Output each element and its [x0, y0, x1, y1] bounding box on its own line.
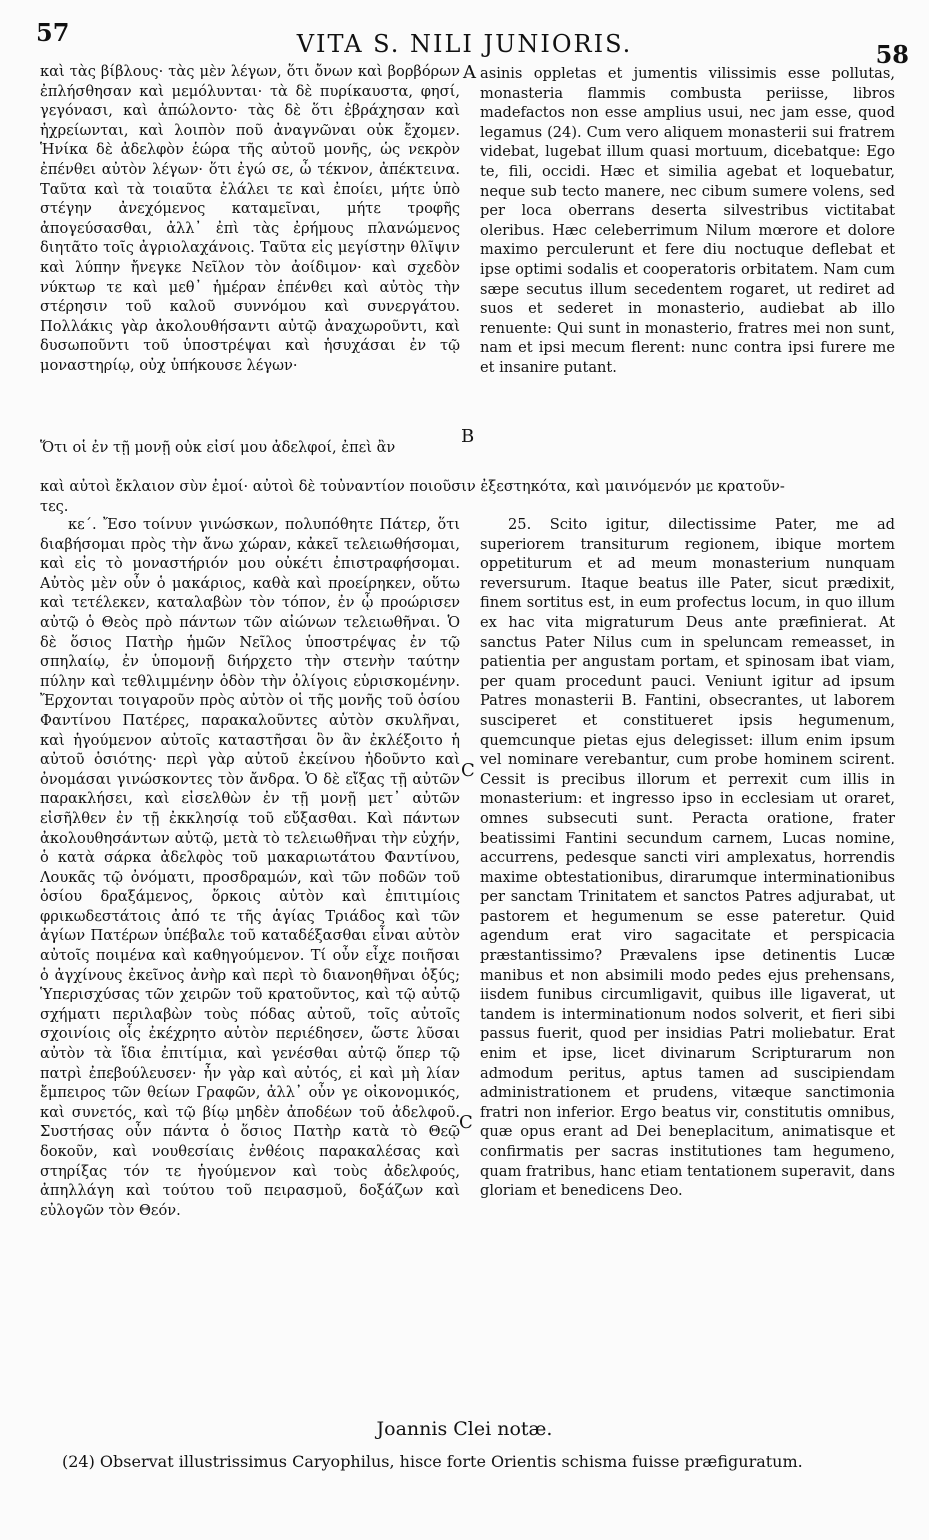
- latin-column-bottom: [480, 515, 895, 1395]
- running-title: VITA S. NILI JUNIORIS.: [296, 30, 633, 58]
- greek-line-end: τες.: [40, 497, 69, 515]
- latin-paragraph-2: 25. Scito igitur, dilectissime Pater, me ad superiorem transiturum regionem, ibique mortem oppetiturum et ad meum monasterium nunquam reversurum. Itaque beatus ille Pater, sicut prædixit, finem sortitus est, in eum profectus locum, in quo illum ex hac vita migraturum Deus ante præfinierat. At sanctus Pater Nilus cum in speluncam remeasset, in patientia per angustam portam, et spinosam ibat viam, per quam procedunt pauci. Veniunt igitur ad ipsum Patres monasterii B. Fantini, obsecrantes, ut laborem susciperet et constitueret ipsis hegumenum, quemcunque pietas ejus delegisset: illum enim ipsum vel nominare verebantur, cum probe hominem scirent. Cessit is precibus illorum et perrexit cum illis in monasterium: et ingresso ipso in ecclesiam ut oraret, omnes subsecuti sunt. Peracta oratione, frater beatissimi Fantini secundum carnem, Lucas nomine, accurrens, pedesque sancti viri amplexatus, horrendis maxime obtestationibus, dirarumque interminationibus per sanctam Trinitatem et sanctos Patres adjurabat, ut pastorem et hegumenum se esse pateretur. Quid agendum erat viro sagacitate et perspicacia præstantissimo? Prævalens ipse detinentis Lucæ manibus et non absimili modo pedes ejus prehensans, iisdem funibus circumligavit, quibus ille ligaverat, ut tandem is interminationum nodos solverit, et fieri sibi passus fuerit, quod per insidias Patri moliebatur. Erat enim et ipse, licet divinarum Scripturarum non admodum peritus, aptus tamen ad suscipiendam administrationem et prudens, vitæque sanctimonia fratri non inferior. Ergo beatus vir, constitutis omnibus, quæ opus erant ad Dei beneplacitum, animatisque et confirmatis per sacras institutiones tam hegumeno, quam fratribus, hanc etiam tentationem superavit, dans gloriam et benedicens Deo.: [480, 516, 895, 1200]
- page-number-left: 57: [36, 18, 70, 47]
- spanning-line: [40, 477, 895, 515]
- greek-column-bottom: [40, 515, 460, 1395]
- greek-line-a: Ὅτι οἱ ἐν τῇ μονῇ οὐκ εἰσί μου ἀδελφοί, ἐπεὶ ἂν: [40, 439, 396, 456]
- greek-column-top: [40, 62, 460, 458]
- greek-paragraph-2: κε΄. Ἔσο τοίνυν γινώσκων, πολυπόθητε Πάτερ, ὅτι διαβήσομαι πρὸς τὴν ἄνω χώραν, κἀκεῖ τελειωθήσομαι, καὶ εἰς τὸ μοναστήριόν μου οὐκέτι ἐπιστραφήσομαι. Αὐτὸς μὲν οὖν ὁ μακάριος, καθὰ καὶ προείρηκεν, οὕτω καὶ τετέλεκεν, καταλαβὼν τὸν τόπον, ἐν ᾧ προώρισεν αὐτῷ ὁ Θεὸς πρὸ πάντων τῶν αἰώνων τελειωθῆναι. Ὁ δὲ ὅσιος Πατὴρ ἡμῶν Νεῖλος ὑποστρέψας ἐν τῷ σπηλαίῳ, ἐν ὑπομονῇ διήρχετο τὴν στενὴν ταύτην πύλην καὶ τεθλιμμένην ὁδὸν τὴν ὀλίγοις εὑρισκομένην. Ἔρχονται τοιγαροῦν πρὸς αὐτὸν οἱ τῆς μονῆς τοῦ ὁσίου Φαντίνου Πατέρες, παρακαλοῦντες αὐτὸν σκυλῆναι, καὶ ἡγούμενον αὐτοῖς καταστῆσαι ὃν ἂν ἐκλέξοιτο ἡ αὐτοῦ ὁσιότης· περὶ γὰρ αὐτοῦ ἐκείνου ἠδοῦντο καὶ ὀνομάσαι γινώσκοντες τὸν ἄνδρα. Ὁ δὲ εἴξας τῇ αὐτῶν παρακλήσει, καὶ εἰσελθὼν ἐν τῇ μονῇ μετ᾽ αὐτῶν εἰσῆλθεν ἐν τῇ ἐκκλησίᾳ τοῦ εὔξασθαι. Καὶ πάντων ἀκολουθησάντων αὐτῷ, μετὰ τὸ τελειωθῆναι τὴν εὐχήν, ὁ κατὰ σάρκα ἀδελφὸς τοῦ μακαριωτάτου Φαντίνου, Λουκᾶς τῷ ὀνόματι, προσδραμών, καὶ τῶν ποδῶν τοῦ ὁσίου δραξάμενος, ὅρκοις αὐτὸν καὶ ἐπιτιμίοις φρικωδεστάτοις ἀπό τε τῆς ἁγίας Τριάδος καὶ τῶν ἁγίων Πατέρων ὑπέβαλε τοῦ καταδέξασθαι εἶναι αὐτὸν αὐτοῖς ποιμένα καὶ καθηγούμενον. Τί οὖν εἶχε ποιῆσαι ὁ ἀγχίνους ἐκεῖνος ἀνὴρ καὶ περὶ τὸ διανοηθῆναι ὀξύς; Ὑπερισχύσας τῶν χειρῶν τοῦ κρατοῦντος, καὶ τῷ αὐτῷ σχήματι περιλαβὼν τοὺς πόδας αὐτοῦ, τοῖς αὐτοῖς σχοινίοις οἷς ἐκέχρητο αὐτὸν περιέδησεν, ὥστε λῦσαι αὐτὸν τὰ ἴδια ἐπιτίμια, καὶ γενέσθαι αὐτῷ ὅπερ τῷ πατρὶ ἐπεβούλευσεν· ἦν γὰρ καὶ αὐτός, εἰ καὶ μὴ λίαν ἔμπειρος τῶν θείων Γραφῶν, ἀλλ᾽ οὖν γε οἰκονομικός, καὶ συνετός, καὶ τῷ βίῳ μηδὲν ἀποδέων τοῦ ἀδελφοῦ. Συστήσας οὖν πάντα ὁ ὅσιος Πατὴρ κατὰ τὸ Θεῷ δοκοῦν, καὶ νουθεσίαις ἐνθέοις παρακαλέσας καὶ στηρίξας τόν τε ἡγούμενον καὶ τοὺς ἀδελφούς, ἀπηλλάγη καὶ τούτου τοῦ πειρασμοῦ, δοξάζων καὶ εὐλογῶν τὸν Θεόν.: [40, 516, 460, 1219]
- latin-paragraph-1: asinis oppletas et jumentis vilissimis esse pollutas, monasteria flammis combusta periisse, libros madefactos non esse amplius usui, nec jam esse, quod legamus (24). Cum vero aliquem monasterii sui fratrem videbat, lugebat illum quasi mortuum, dicebatque: Ego te, fili, occidi. Hæc et similia agebat et loquebatur, neque sub tecto manere, nec cibum sumere volens, sed per loca oberrans deserta silvestribus victitabat oleribus. Hæc celeberrimum Nilum mœrore et dolore maximo perculerunt et fere diu noctuque deflebat et ipse optimi sodalis et cooperatoris orbitatem. Nam cum sæpe secutus illum secedentem rogaret, ut rediret ad suos et sederet in monasterio, audiebat ab illo renuente: Qui sunt in monasterio, fratres mei non sunt, nam et ipsi mecum flerent: nunc contra ipsi furere me et insanire putant.: [480, 65, 895, 376]
- page-number-right: 58: [875, 40, 909, 69]
- margin-letter-a: A: [463, 62, 476, 83]
- footnote-24: (24) Observat illustrissimus Caryophilus, hisce forte Orientis schisma fuisse præfiguratum.: [62, 1452, 803, 1471]
- notes-heading: Joannis Clei notæ.: [376, 1418, 553, 1440]
- latin-column-top: [480, 64, 895, 459]
- greek-paragraph-1: καὶ τὰς βίβλους· τὰς μὲν λέγων, ὅτι ὄνων καὶ βορβόρων ἐπλήσθησαν καὶ μεμόλυνται· τὰ δὲ πυρίκαυστα, φησί, γεγόνασι, καὶ ἀπώλοντο· τὰς δὲ ὅτι ἐβράχησαν καὶ ἠχρείωνται, καὶ λοιπὸν ποῦ ἀναγνῶναι οὐκ ἔχομεν. Ἡνίκα δὲ ἀδελφὸν ἑώρα τῆς αὐτοῦ μονῆς, ὡς νεκρὸν ἐπένθει αὐτὸν λέγων· ὅτι ἐγώ σε, ὦ τέκνον, ἀπέκτεινα. Ταῦτα καὶ τὰ τοιαῦτα ἐλάλει τε καὶ ἐποίει, μήτε ὑπὸ στέγην ἀνεχόμενος καταμεῖναι, μήτε τροφῆς ἀπογεύσασθαι, ἀλλ᾽ ἐπὶ τὰς ἐρήμους πλανώμενος διητᾶτο τοῖς ἀγριολαχάνοις. Ταῦτα εἰς μεγίστην θλῖψιν καὶ λύπην ἤνεγκε Νεῖλον τὸν ἀοίδιμον· καὶ σχεδὸν νύκτωρ τε καὶ μεθ᾽ ἡμέραν ἐπένθει καὶ αὐτὸς τὴν στέρησιν τοῦ καλοῦ συννόμου καὶ συνεργάτου. Πολλάκις γὰρ ἀκολουθήσαντι αὐτῷ ἀναχωροῦντι, καὶ δυσωποῦντι τοῦ ὑποστρέψαι καὶ ἡσυχάσαι ἐν τῷ μοναστηρίῳ, οὐχ ὑπήκουσε λέγων·: [40, 63, 460, 374]
- margin-letter-c1: C: [461, 760, 475, 781]
- margin-letter-c2: C: [459, 1112, 473, 1133]
- margin-letter-b: B: [461, 426, 475, 447]
- greek-spanning-line: καὶ αὐτοὶ ἔκλαιον σὺν ἐμοί· αὐτοὶ δὲ τοὐναντίον ποιοῦσιν ἐξεστηκότα, καὶ μαινόμενόν με κρατοῦν-: [40, 478, 785, 495]
